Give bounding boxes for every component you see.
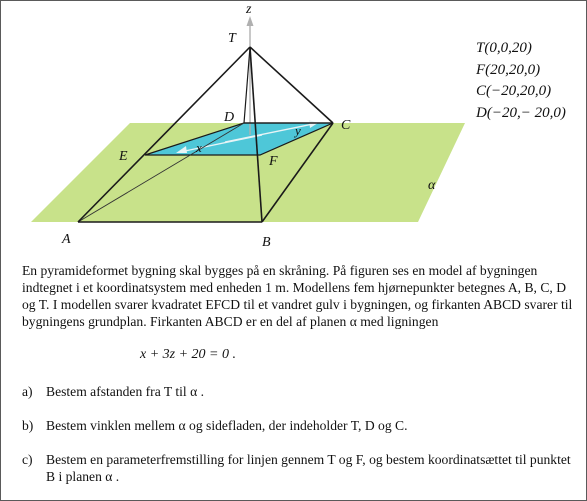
question-b-label: b) — [22, 418, 34, 433]
label-A: A — [62, 232, 71, 247]
label-z: z — [246, 2, 252, 17]
z-axis-arrow — [247, 16, 254, 26]
question-b-text: Bestem vinklen mellem α og sidefladen, der indeholder T, D og C. — [46, 418, 408, 433]
question-a-label: a) — [22, 384, 33, 399]
point-coordinates — [476, 38, 566, 124]
coord-C: C(−20,20,0) — [476, 83, 552, 99]
label-C: C — [341, 118, 351, 133]
label-x: x — [196, 140, 202, 155]
label-F: F — [269, 154, 278, 169]
coord-D: D(−20,− 20,0) — [476, 104, 566, 121]
coord-T: T(0,0,20) — [476, 40, 532, 56]
label-alpha: α — [428, 178, 436, 193]
edge-TD — [244, 47, 250, 123]
plane-equation: x + 3z + 20 = 0 . — [140, 347, 237, 362]
label-y: y — [295, 123, 301, 138]
edge-TC — [250, 47, 333, 123]
label-T: T — [228, 31, 236, 46]
coord-F: F(20,20,0) — [476, 61, 541, 78]
intro-paragraph: En pyramideformet bygning skal bygges på en skråning. På figuren ses en model af bygningen indtegnet i et koordinatsystem med enheden 1 m. Modellens fem hjørnepunkter betegnes A, B, C, D og T. I modellen svarer kvadratet EFCD til et vandret gulv i bygningen, og firkanten ABCD svarer til bygningens grundplan. Firkanten ABCD er en del af planen α med ligningen — [22, 263, 573, 329]
label-B: B — [262, 235, 271, 250]
label-D: D — [224, 110, 235, 125]
problem-text — [22, 262, 582, 330]
question-a-text: Bestem afstanden fra T til α . — [46, 384, 205, 399]
question-c-label: c) — [22, 452, 33, 467]
label-E: E — [119, 149, 128, 164]
question-c-text: Bestem en parameterfremstilling for linjen gennem T og F, og bestem koordinatsættet til punktet B i planen α . — [46, 452, 571, 484]
